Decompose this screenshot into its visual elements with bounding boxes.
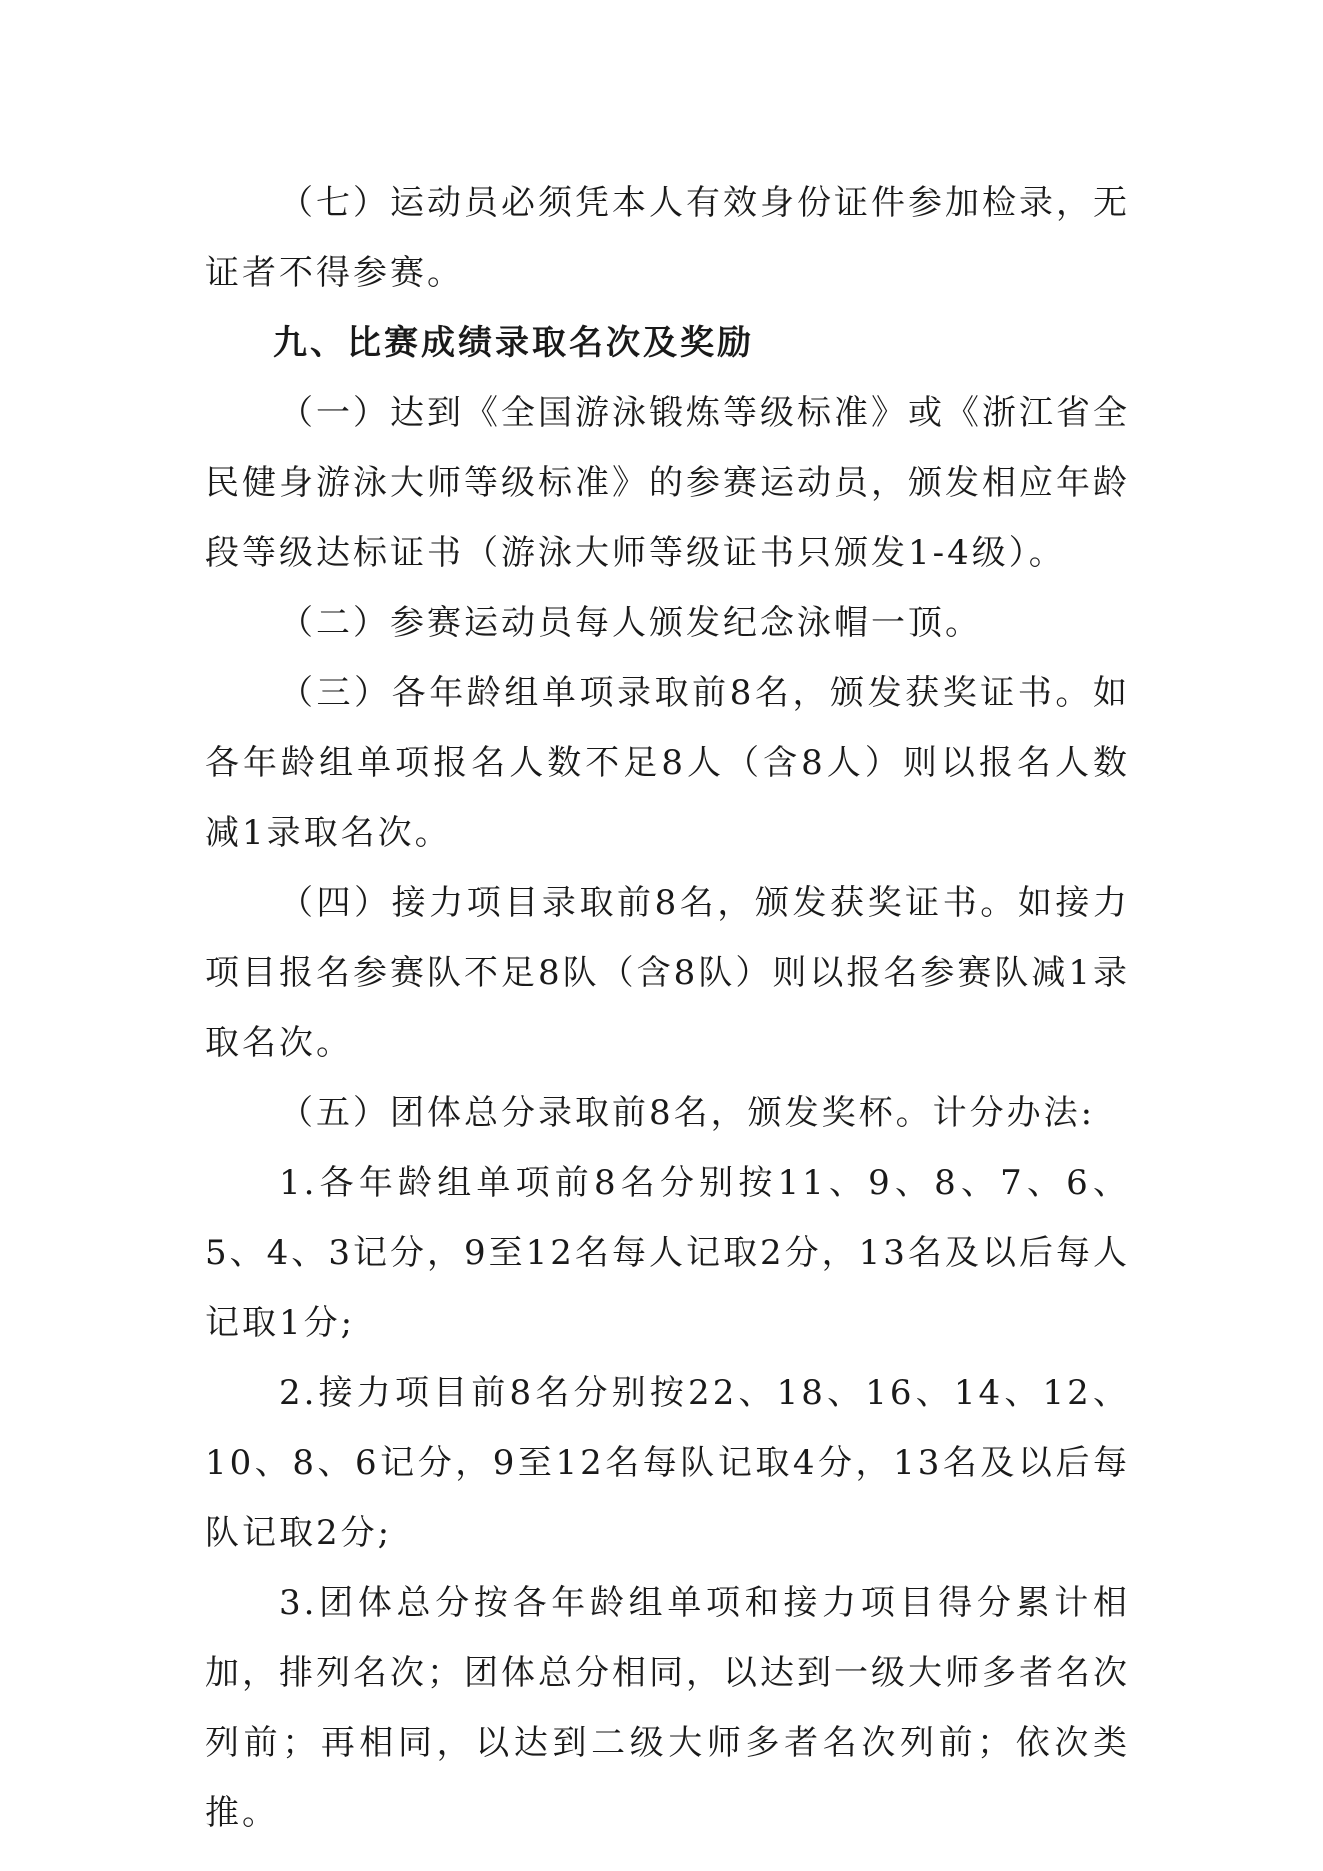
- section-heading: 九、比赛成绩录取名次及奖励: [273, 323, 754, 363]
- scoring-item-1: 1.各年龄组单项前8名分别按11、9、8、7、6、5、4、3记分，9至12名每人记取2分，13名及以后每人记取1分;: [205, 1163, 1130, 1343]
- paragraph-7: （七）运动员必须凭本人有效身份证件参加检录，无证者不得参赛。: [205, 183, 1130, 293]
- document-page: [205, 168, 1130, 1848]
- paragraph-5: （五）团体总分录取前8名，颁发奖杯。计分办法:: [279, 1093, 1096, 1133]
- paragraph-1: （一）达到《全国游泳锻炼等级标准》或《浙江省全民健身游泳大师等级标准》的参赛运动员，颁发相应年龄段等级达标证书（游泳大师等级证书只颁发1-4级）。: [205, 393, 1130, 573]
- scoring-item-2: 2.接力项目前8名分别按22、18、16、14、12、10、8、6记分，9至12名每队记取4分，13名及以后每队记取2分;: [205, 1373, 1130, 1553]
- paragraph-2: （二）参赛运动员每人颁发纪念泳帽一顶。: [279, 603, 982, 643]
- paragraph-3: （三）各年龄组单项录取前8名，颁发获奖证书。如各年龄组单项报名人数不足8人（含8人）则以报名人数减1录取名次。: [205, 673, 1130, 853]
- scoring-item-3: 3.团体总分按各年龄组单项和接力项目得分累计相加，排列名次；团体总分相同，以达到一级大师多者名次列前；再相同，以达到二级大师多者名次列前；依次类推。: [205, 1583, 1130, 1833]
- paragraph-4: （四）接力项目录取前8名，颁发获奖证书。如接力项目报名参赛队不足8队（含8队）则以报名参赛队减1录取名次。: [205, 883, 1130, 1063]
